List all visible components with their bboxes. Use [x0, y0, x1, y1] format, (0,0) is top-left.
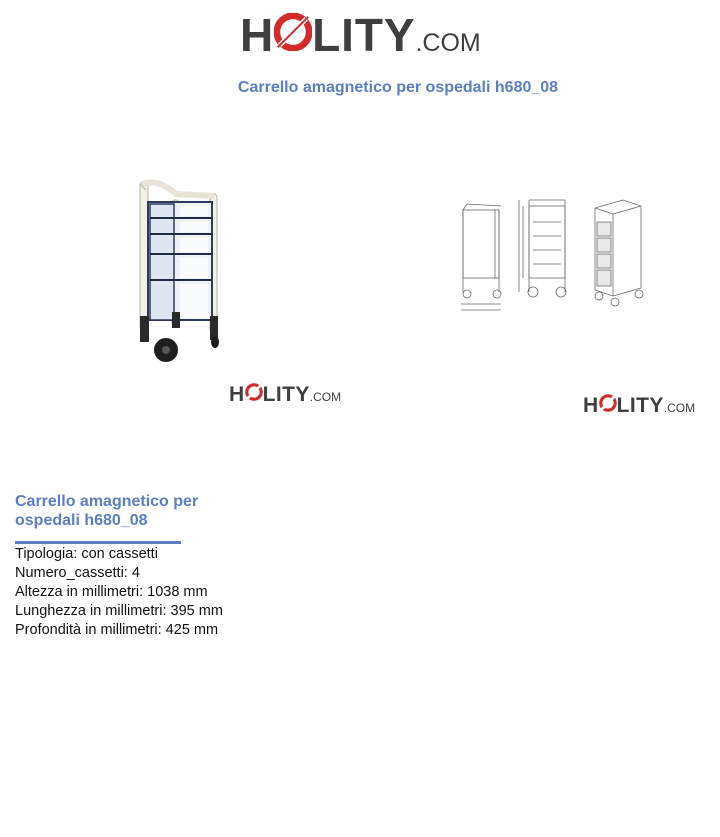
spec-item-height: Altezza in millimetri: 1038 mm — [15, 584, 208, 600]
brand-logo-watermark — [583, 394, 695, 417]
logo-text-right: LITY — [262, 383, 310, 406]
logo-text-suffix: .COM — [415, 29, 481, 57]
logo-o-mark-icon — [274, 13, 312, 51]
logo-text-left: H — [229, 383, 245, 406]
product-technical-drawing — [455, 192, 655, 312]
brand-logo-watermark — [229, 383, 341, 406]
spec-list — [15, 545, 223, 640]
logo-text-left: H — [583, 394, 599, 417]
spec-item-length: Lunghezza in millimetri: 395 mm — [15, 603, 223, 619]
spec-item-type: Tipologia: con cassetti — [15, 546, 158, 562]
logo-o-mark-icon — [599, 394, 617, 412]
spec-item-drawers: Numero_cassetti: 4 — [15, 565, 140, 581]
logo-o-mark-icon — [245, 383, 263, 401]
logo-text-suffix: .COM — [309, 390, 342, 404]
page-title: Carrello amagnetico per ospedali h680_08 — [237, 79, 559, 96]
brand-logo[interactable] — [240, 9, 481, 61]
section-divider — [15, 541, 181, 544]
product-photo — [128, 176, 228, 366]
logo-text-suffix: .COM — [663, 401, 696, 415]
logo-text-left: H — [240, 9, 275, 61]
spec-item-depth: Profondità in millimetri: 425 mm — [15, 622, 219, 638]
specs-title: Carrello amagnetico per ospedali h680_08 — [15, 493, 199, 529]
logo-text-right: LITY — [312, 9, 416, 61]
logo-text-right: LITY — [616, 394, 664, 417]
